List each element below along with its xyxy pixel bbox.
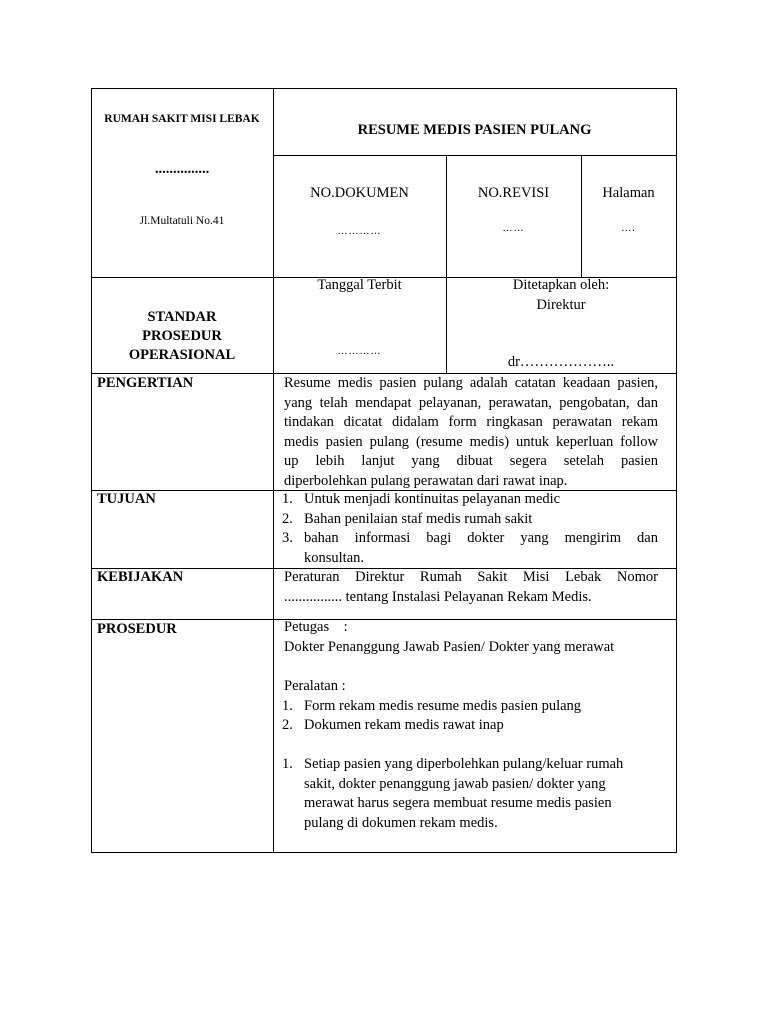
no-revisi-value: …… bbox=[502, 223, 525, 234]
pengertian-line: diperbolehkan pulang perawatan dari rawat inap. bbox=[284, 472, 568, 489]
hospital-dots: ............... bbox=[154, 161, 210, 177]
tujuan-item-text: bahan informasi bagi dokter yang mengirim dan bbox=[304, 530, 658, 546]
tujuan-label: TUJUAN bbox=[97, 491, 156, 507]
tanggal-terbit-value: ………… bbox=[337, 346, 382, 357]
sop-label-line-1: STANDAR bbox=[147, 309, 217, 325]
halaman-label: Halaman bbox=[602, 185, 655, 201]
document-title: RESUME MEDIS PASIEN PULANG bbox=[357, 122, 592, 138]
prosedur-step-line: merawat harus segera membuat resume medis pasien bbox=[304, 795, 612, 811]
tujuan-item-text: Untuk menjadi kontinuitas pelayanan medic bbox=[304, 491, 561, 507]
kebijakan-label: KEBIJAKAN bbox=[97, 569, 184, 585]
tanggal-terbit-label: Tanggal Terbit bbox=[317, 277, 402, 293]
no-dokumen-value: ………… bbox=[337, 226, 382, 237]
doc-info-divider-1 bbox=[446, 155, 447, 277]
table-border-right bbox=[676, 88, 677, 853]
pengertian-line: yang telah mendapat pelayanan, perawatan, pengobatan, dan bbox=[284, 394, 658, 411]
doc-info-divider-2 bbox=[581, 155, 582, 277]
tujuan-item-text: Bahan penilaian staf medis rumah sakit bbox=[304, 510, 533, 527]
prosedur-step-line: pulang di dokumen rekam medis. bbox=[304, 814, 498, 831]
ditetapkan-label: Ditetapkan oleh: bbox=[512, 277, 610, 293]
table-border-left bbox=[91, 88, 92, 853]
pengertian-line: up lebih lanjut yang dibuat segera setelah pasien bbox=[284, 453, 658, 469]
pengertian-line: medis pasien pulang (resume medis) untuk keperluan follow bbox=[284, 433, 658, 450]
pengertian-line: Resume medis pasien pulang adalah catatan keadaan pasien, bbox=[284, 375, 658, 391]
title-row-divider bbox=[273, 155, 677, 156]
tujuan-item-number: 2. bbox=[282, 510, 293, 527]
tujuan-item-text: konsultan. bbox=[304, 549, 365, 566]
no-dokumen-label: NO.DOKUMEN bbox=[310, 185, 409, 201]
tujuan-item-number: 1. bbox=[282, 491, 293, 507]
sop-label-line-3: OPERASIONAL bbox=[128, 347, 236, 363]
ditetapkan-signatory: dr……………….. bbox=[507, 354, 615, 370]
kebijakan-line: Peraturan Direktur Rumah Sakit Misi Lebak Nomor bbox=[284, 569, 658, 585]
ditetapkan-role: Direktur bbox=[536, 297, 586, 313]
hospital-name: RUMAH SAKIT MISI LEBAK bbox=[104, 113, 260, 125]
sop-label-line-2: PROSEDUR bbox=[142, 328, 222, 344]
pengertian-line: tindakan dicatat didalam form ringkasan perawatan rekam bbox=[284, 414, 658, 430]
prosedur-step-line: sakit, dokter penanggung jawab pasien/ dokter yang bbox=[304, 775, 606, 792]
tujuan-item-number: 3. bbox=[282, 530, 293, 546]
pengertian-label: PENGERTIAN bbox=[97, 375, 194, 391]
prosedur-step-number: 1. bbox=[282, 756, 293, 772]
peralatan-label: Peralatan : bbox=[284, 678, 346, 694]
no-revisi-label: NO.REVISI bbox=[477, 185, 550, 201]
petugas-value: Dokter Penanggung Jawab Pasien/ Dokter yang merawat bbox=[284, 638, 615, 655]
halaman-value: …. bbox=[621, 223, 636, 234]
table-border-bottom bbox=[91, 852, 677, 853]
peralatan-item-text: Form rekam medis resume medis pasien pulang bbox=[304, 697, 582, 714]
prosedur-label: PROSEDUR bbox=[97, 621, 177, 637]
petugas-label: Petugas : bbox=[284, 619, 348, 635]
kebijakan-line: ................ tentang Instalasi Pelayanan Rekam Medis. bbox=[284, 588, 592, 605]
prosedur-step-line: Setiap pasien yang diperbolehkan pulang/keluar rumah bbox=[304, 756, 624, 772]
peralatan-item-text: Dokumen rekam medis rawat inap bbox=[304, 717, 504, 733]
hospital-address: Jl.Multatuli No.41 bbox=[139, 215, 225, 227]
kebijakan-row-divider bbox=[91, 619, 677, 620]
peralatan-item-number: 1. bbox=[282, 697, 293, 714]
peralatan-item-number: 2. bbox=[282, 717, 293, 733]
table-border-top bbox=[91, 88, 677, 89]
